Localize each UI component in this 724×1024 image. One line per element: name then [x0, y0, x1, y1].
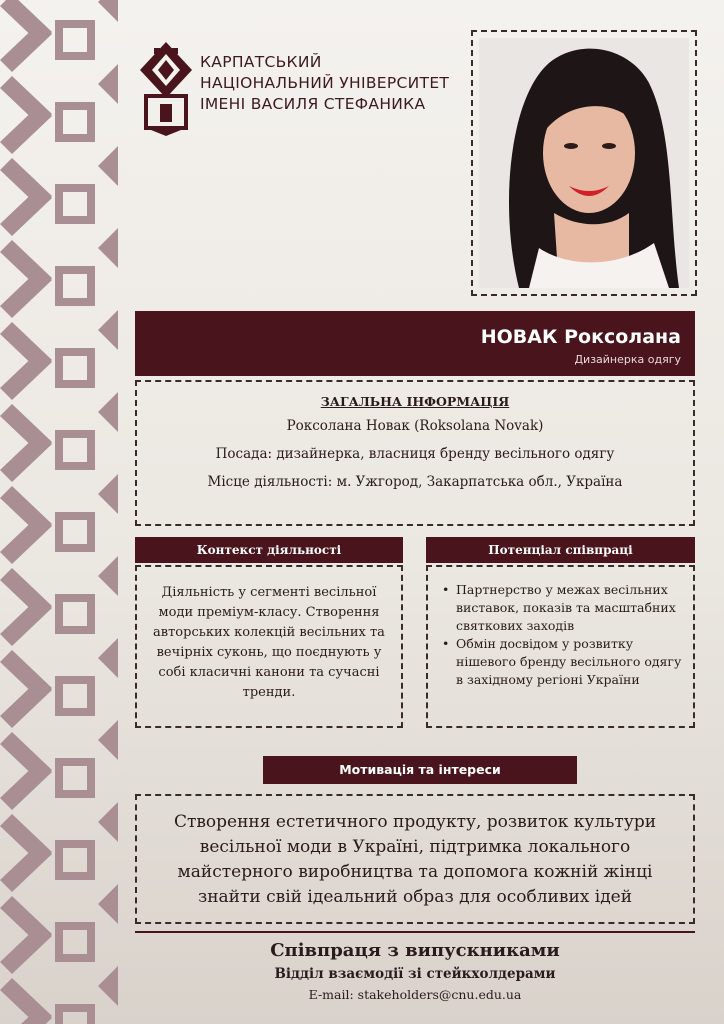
motivation-text: Створення естетичного продукту, розвиток культури весільної моди в Україні, підтримка локального майстерного виробництва та допомога кожній жінці знайти свій ідеальний образ для особливих ідей — [173, 812, 657, 907]
person-name: НОВАК Роксолана — [480, 326, 681, 348]
motivation-box — [135, 794, 695, 924]
ornament-triangle — [98, 802, 118, 842]
ornament-triangle — [98, 0, 118, 22]
ornament-triangle — [98, 146, 118, 186]
footer-email[interactable]: E-mail: stakeholders@cnu.edu.ua — [308, 987, 522, 1002]
ornament-square — [55, 512, 95, 552]
ornament-triangle — [98, 64, 118, 104]
university-name-line-1: КАРПАТСЬКИЙ — [200, 53, 322, 71]
ornament-square — [55, 922, 95, 962]
potential-header: Потенціал співпраці — [426, 537, 695, 563]
university-name — [200, 52, 449, 115]
ornament-triangle — [98, 966, 118, 1006]
university-name-line-2: НАЦІОНАЛЬНИЙ УНІВЕРСИТЕТ — [200, 74, 450, 92]
ornament-square — [55, 676, 95, 716]
context-box — [135, 565, 403, 728]
potential-item-2: • Обмін досвідом у розвитку нішевого бренду весільного одягу в західному регіоні України — [440, 635, 685, 689]
ornament-square — [55, 266, 95, 306]
portrait-photo — [479, 38, 689, 288]
ornament-triangle — [98, 310, 118, 350]
ornament-square — [55, 840, 95, 880]
footer-title: Співпраця з випускниками — [270, 940, 560, 961]
ornament-triangle — [98, 720, 118, 760]
ornament-square — [55, 1004, 95, 1024]
general-info-section — [135, 380, 695, 526]
position-text: Посада: дизайнерка, власниця бренду весільного одягу — [215, 446, 615, 462]
ornament-triangle — [98, 638, 118, 678]
ornament-triangle — [98, 474, 118, 514]
motivation-header: Мотивація та інтереси — [263, 756, 577, 784]
ornament-square — [55, 20, 95, 60]
potential-box — [426, 565, 695, 728]
university-logo-icon — [136, 40, 196, 136]
general-info-heading: ЗАГАЛЬНА ІНФОРМАЦІЯ — [320, 394, 510, 409]
footer — [135, 938, 695, 1006]
context-header: Контекст діяльності — [135, 537, 403, 563]
potential-list — [440, 581, 685, 689]
ornament-square — [55, 430, 95, 470]
person-role: Дизайнерка одягу — [574, 353, 681, 366]
footer-department: Відділ взаємодії зі стейкхолдерами — [274, 966, 556, 982]
ornament-square — [55, 758, 95, 798]
ornament-triangle — [98, 884, 118, 924]
ornament-square — [55, 184, 95, 224]
footer-divider — [135, 931, 695, 933]
ornament-square — [55, 102, 95, 142]
ornament-triangle — [98, 392, 118, 432]
ornament-triangle — [98, 228, 118, 268]
ornament-square — [55, 348, 95, 388]
potential-item-1: • Партнерство у межах весільних виставок, показів та масштабних святкових заходів — [440, 581, 685, 635]
ornament-triangle — [98, 556, 118, 596]
full-name-text: Роксолана Новак (Roksolana Novak) — [286, 418, 544, 434]
folk-ornament-decoration — [0, 0, 118, 1024]
ornament-square — [55, 594, 95, 634]
photo-frame — [471, 30, 697, 296]
university-name-line-3: ІМЕНІ ВАСИЛЯ СТЕФАНИКА — [200, 95, 426, 113]
name-banner — [135, 311, 695, 376]
location-text: Місце діяльності: м. Ужгород, Закарпатська обл., Україна — [207, 474, 623, 490]
context-text: Діяльність у сегменті весільної моди преміум-класу. Створення авторських колекцій весільних та вечірніх суконь, що поєднують у собі класичні канони та сучасні тренди. — [153, 585, 385, 700]
